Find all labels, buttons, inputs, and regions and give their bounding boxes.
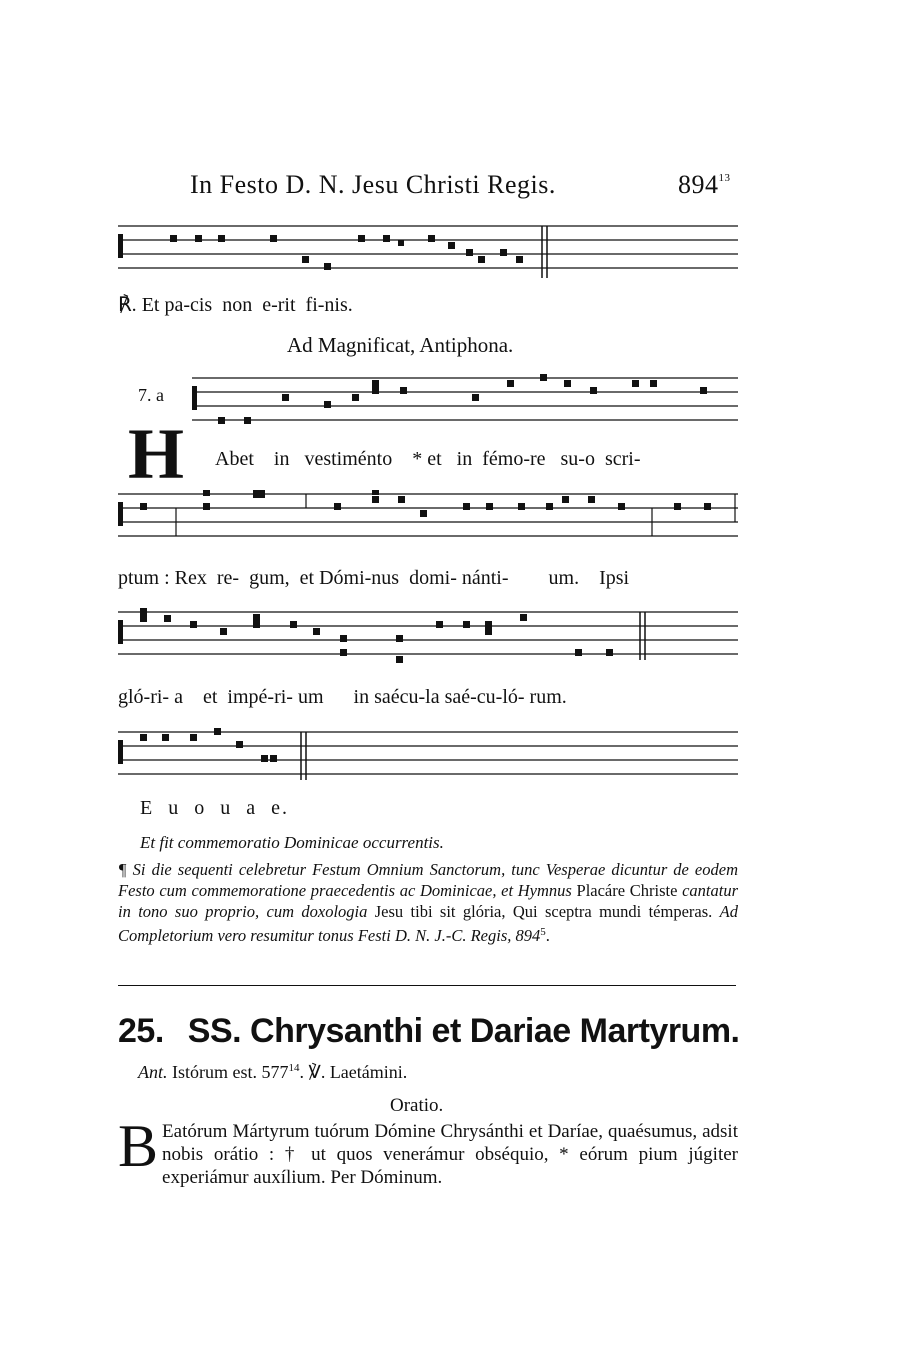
lyric-syllable: impé-ri- [227, 686, 293, 708]
rubric-text: Ad Completorium vero resumitur tonus Festi D. N. J.-C. Regis, 894 [118, 902, 739, 945]
oratio-drop-cap: B [118, 1113, 159, 1179]
lyric-syllable: gló-ri- [118, 686, 170, 708]
lyric-syllable: rum. [529, 686, 567, 708]
staff-2-lyrics [215, 448, 641, 471]
drop-cap-initial: H [128, 414, 185, 494]
rubric-text: ¶ Si die sequenti celebretur Festum Omnium Sanctorum, tunc Vesperae dicuntur de eodem Festo cum commemoratione praecedentis ac Dominicae, et Hymnus [118, 860, 738, 900]
lyric-syllable: um. [548, 567, 580, 589]
lyric-syllable: saé-cu-ló- [444, 686, 525, 708]
oratio-heading: Oratio. [390, 1095, 444, 1116]
oratio-body [118, 1113, 738, 1189]
hymn-title: Placáre Christe [576, 881, 678, 900]
lyric-syllable: u [220, 797, 233, 819]
oratio-text: Eatórum Mártyrum tuórum Dómine Chrysánthi et Daríae, quaésumus, adsit nobis orátio : † ut quos venerámur obséquio, * eórum pium júgiter experiámur auxílium. Per Dóminum. [162, 1121, 738, 1188]
staff-2-svg [192, 374, 738, 436]
rubric-commemoration: Et fit commemoratio Dominicae occurrentis. [140, 833, 444, 852]
lyric-syllable: Ipsi [599, 567, 630, 589]
lyric-syllable: a [174, 686, 183, 708]
chant-staff-3 [118, 490, 738, 552]
section-title [118, 1012, 740, 1051]
lyric-syllable: fi-nis. [305, 294, 353, 316]
lyric-syllable: u [168, 797, 181, 819]
response-sign: ℟. [118, 294, 137, 316]
lyric-syllable: domi- [409, 567, 457, 589]
page-number [678, 170, 731, 200]
page-number-value: 894 [678, 170, 719, 199]
staff-4-svg [118, 608, 738, 670]
lyric-syllable: um [297, 686, 324, 708]
section-title-text: SS. Chrysanthi et Dariae Martyrum. [187, 1012, 740, 1050]
lyric-syllable: E [140, 797, 155, 819]
lyric-syllable: scri- [604, 448, 641, 470]
ant-text: Istórum est. 577 [172, 1062, 289, 1082]
lyric-syllable: non [222, 294, 253, 316]
staff-1-lyrics [118, 292, 353, 317]
lyric-syllable: a [246, 797, 258, 819]
lyric-syllable: su-o [560, 448, 595, 470]
ant-sup: 14 [288, 1062, 300, 1074]
page-number-sup: 13 [718, 172, 731, 184]
lyric-syllable: re- [216, 567, 240, 589]
lyric-syllable: Abet [215, 448, 254, 470]
rubric-paragraph [118, 859, 738, 946]
lyric-syllable: nánti- [461, 567, 509, 589]
antiphon-reference [138, 1062, 407, 1083]
lyric-syllable: et [202, 686, 218, 708]
lyric-syllable: fémo-re [482, 448, 546, 470]
lyric-syllable: in [456, 448, 473, 470]
chant-staff-1 [118, 222, 738, 282]
lyric-syllable: in [353, 686, 370, 708]
lyric-syllable: Et pa-cis [141, 294, 213, 316]
chant-staff-5 [118, 728, 738, 790]
lyric-syllable: ptum : [118, 567, 170, 589]
antiphon-heading: Ad Magnificat, Antiphona. [287, 333, 514, 357]
mode-label: 7. a [138, 385, 164, 405]
staff-3-svg [118, 490, 738, 552]
doxology-text: Jesu tibi sit glória, Qui sceptra mundi témperas. [374, 902, 713, 921]
lyric-syllable: e-rit [262, 294, 296, 316]
ant-after: . ℣. Laetámini. [299, 1062, 408, 1082]
staff-3-lyrics [118, 567, 629, 590]
lyric-syllable: * [412, 448, 423, 470]
lyric-syllable: e. [271, 797, 289, 819]
lyric-syllable: et [299, 567, 315, 589]
ant-label: Ant. [138, 1062, 168, 1082]
section-divider [118, 985, 736, 986]
lyric-syllable: Dómi-nus [319, 567, 400, 589]
lyric-syllable: vestiménto [304, 448, 393, 470]
lyric-syllable: et [427, 448, 442, 470]
staff-4-lyrics [118, 686, 567, 709]
lyric-syllable: in [273, 448, 290, 470]
rubric-text: cantatur in tono suo proprio, cum doxologia [118, 881, 739, 921]
chant-staff-2 [192, 374, 738, 436]
lyric-syllable: gum, [249, 567, 290, 589]
lyric-syllable: o [194, 797, 207, 819]
euouae-line [140, 797, 289, 820]
lyric-syllable: saécu-la [374, 686, 440, 708]
staff-1-svg [118, 222, 738, 282]
chant-staff-4 [118, 608, 738, 670]
section-number: 25. [118, 1012, 164, 1050]
rubric-sup: 5 [540, 926, 546, 938]
staff-5-svg [118, 728, 738, 790]
page-header-title: In Festo D. N. Jesu Christi Regis. [190, 170, 556, 199]
lyric-syllable: Rex [174, 567, 207, 589]
rubric-end: . [545, 926, 550, 945]
